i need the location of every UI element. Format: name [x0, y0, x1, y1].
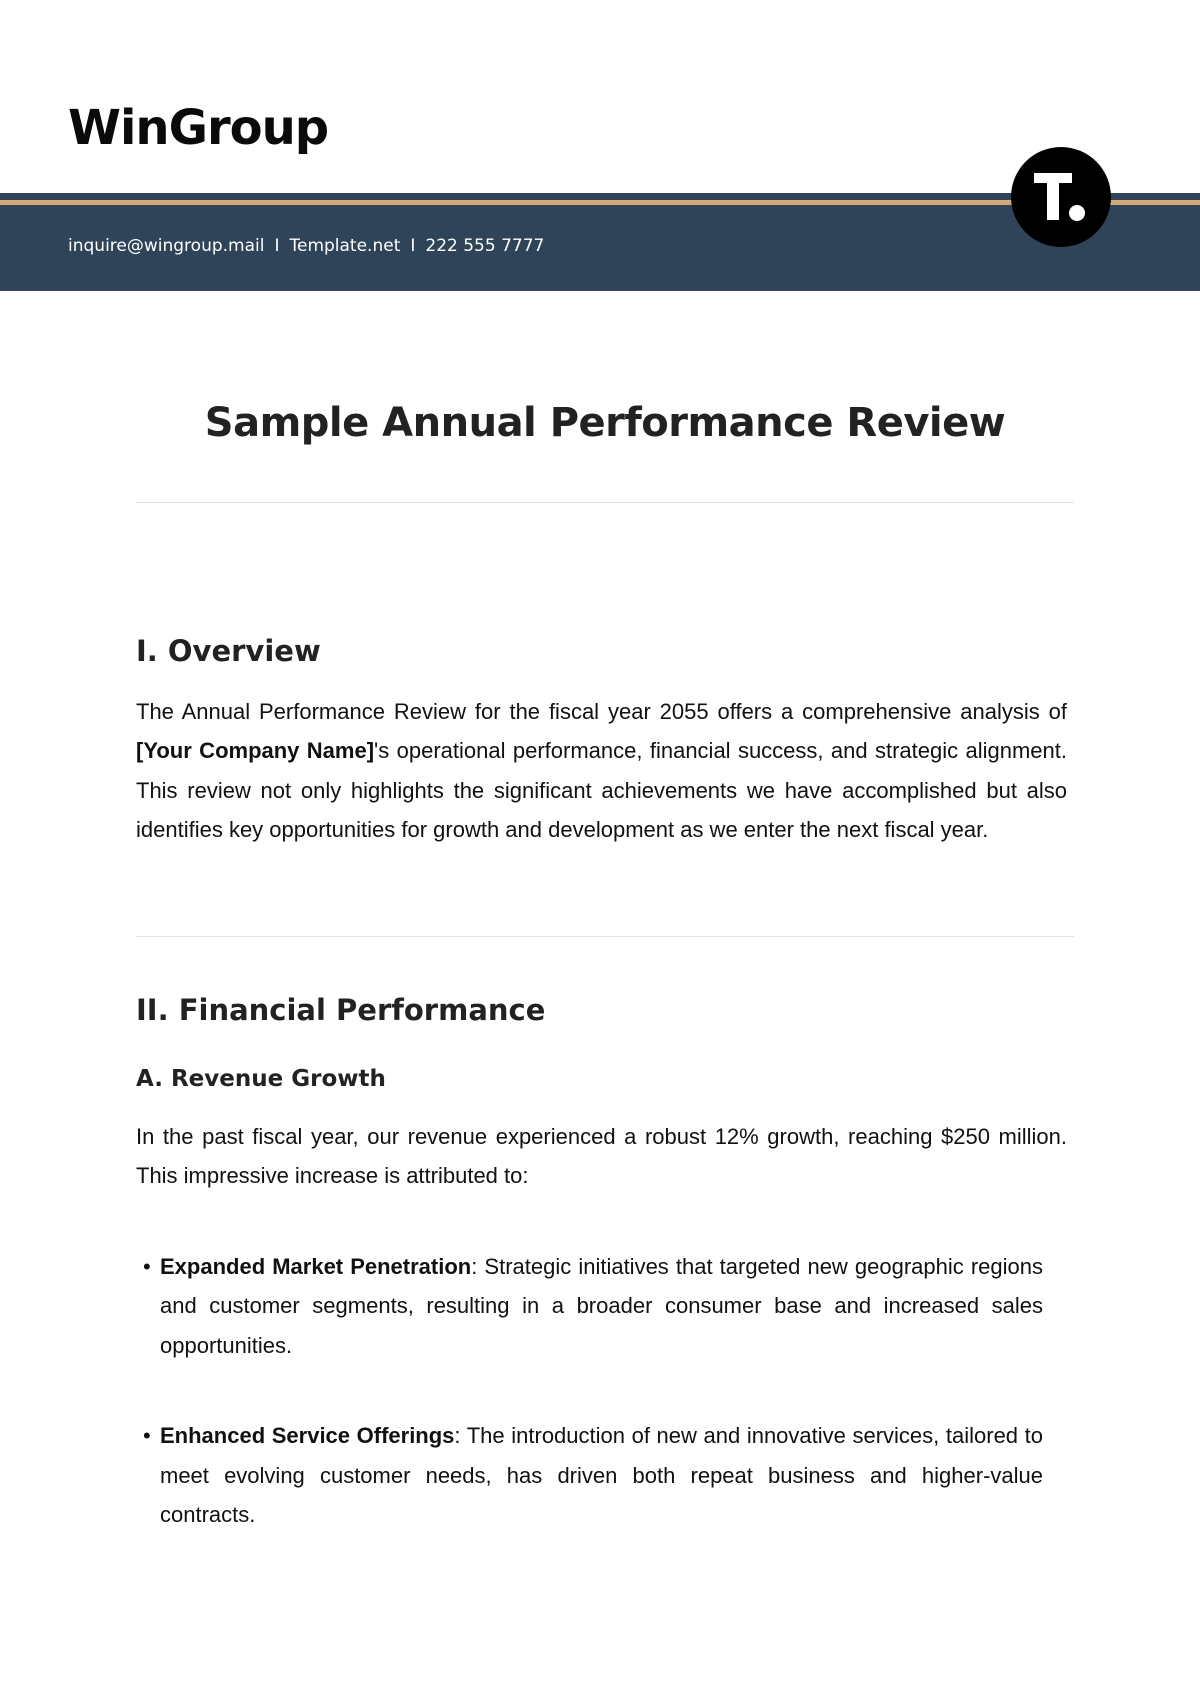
overview-text-start: The Annual Performance Review for the fiscal year 2055 offers a comprehensive analysis of: [136, 699, 1067, 724]
contact-email[interactable]: inquire@wingroup.mail: [68, 236, 265, 256]
document-title: Sample Annual Performance Review: [204, 400, 1006, 446]
subsection-heading-revenue-growth: A. Revenue Growth: [136, 1066, 386, 1092]
list-item-title: Enhanced Service Offerings: [160, 1423, 455, 1449]
list-item-text: : Strategic initiatives that targeted new geographic regions and customer segments, resulting in a broader consumer base and increased sales opportunities.: [160, 1254, 1043, 1358]
bullet-icon: •: [143, 1254, 151, 1279]
section-heading-overview: I. Overview: [136, 634, 321, 668]
section-heading-financial-performance: II. Financial Performance: [136, 993, 546, 1027]
revenue-paragraph: In the past fiscal year, our revenue experienced a robust 12% growth, reaching $250 million. This impressive increase is attributed to:: [136, 1124, 1067, 1189]
list-item-text: : The introduction of new and innovative services, tailored to meet evolving customer needs, has driven both repeat business and higher-value contracts.: [160, 1423, 1043, 1528]
contact-info: [68, 236, 544, 256]
logo-t-glyph-icon: [1032, 171, 1090, 223]
revenue-factors-list: [143, 1247, 1043, 1585]
template-net-logo-icon: [1011, 147, 1111, 247]
bullet-icon: •: [143, 1423, 151, 1449]
brand-name: WinGroup: [68, 100, 329, 156]
divider: [136, 502, 1074, 503]
contact-separator: I: [410, 236, 416, 256]
divider: [136, 936, 1074, 937]
contact-phone: 222 555 7777: [425, 236, 545, 256]
list-item: [143, 1247, 1043, 1365]
contact-separator: I: [274, 236, 280, 256]
company-name-placeholder: [Your Company Name]: [136, 738, 375, 764]
contact-website[interactable]: Template.net: [289, 236, 401, 256]
overview-paragraph: [136, 692, 1067, 850]
list-item-title: Expanded Market Penetration: [160, 1254, 472, 1279]
overview-text-end: 's operational performance, financial success, and strategic alignment. This review not only highlights the significant achievements we have accomplished but also identifies key opportunities for growth and development as we enter the next fiscal year.: [136, 738, 1067, 843]
list-item: [143, 1416, 1043, 1534]
